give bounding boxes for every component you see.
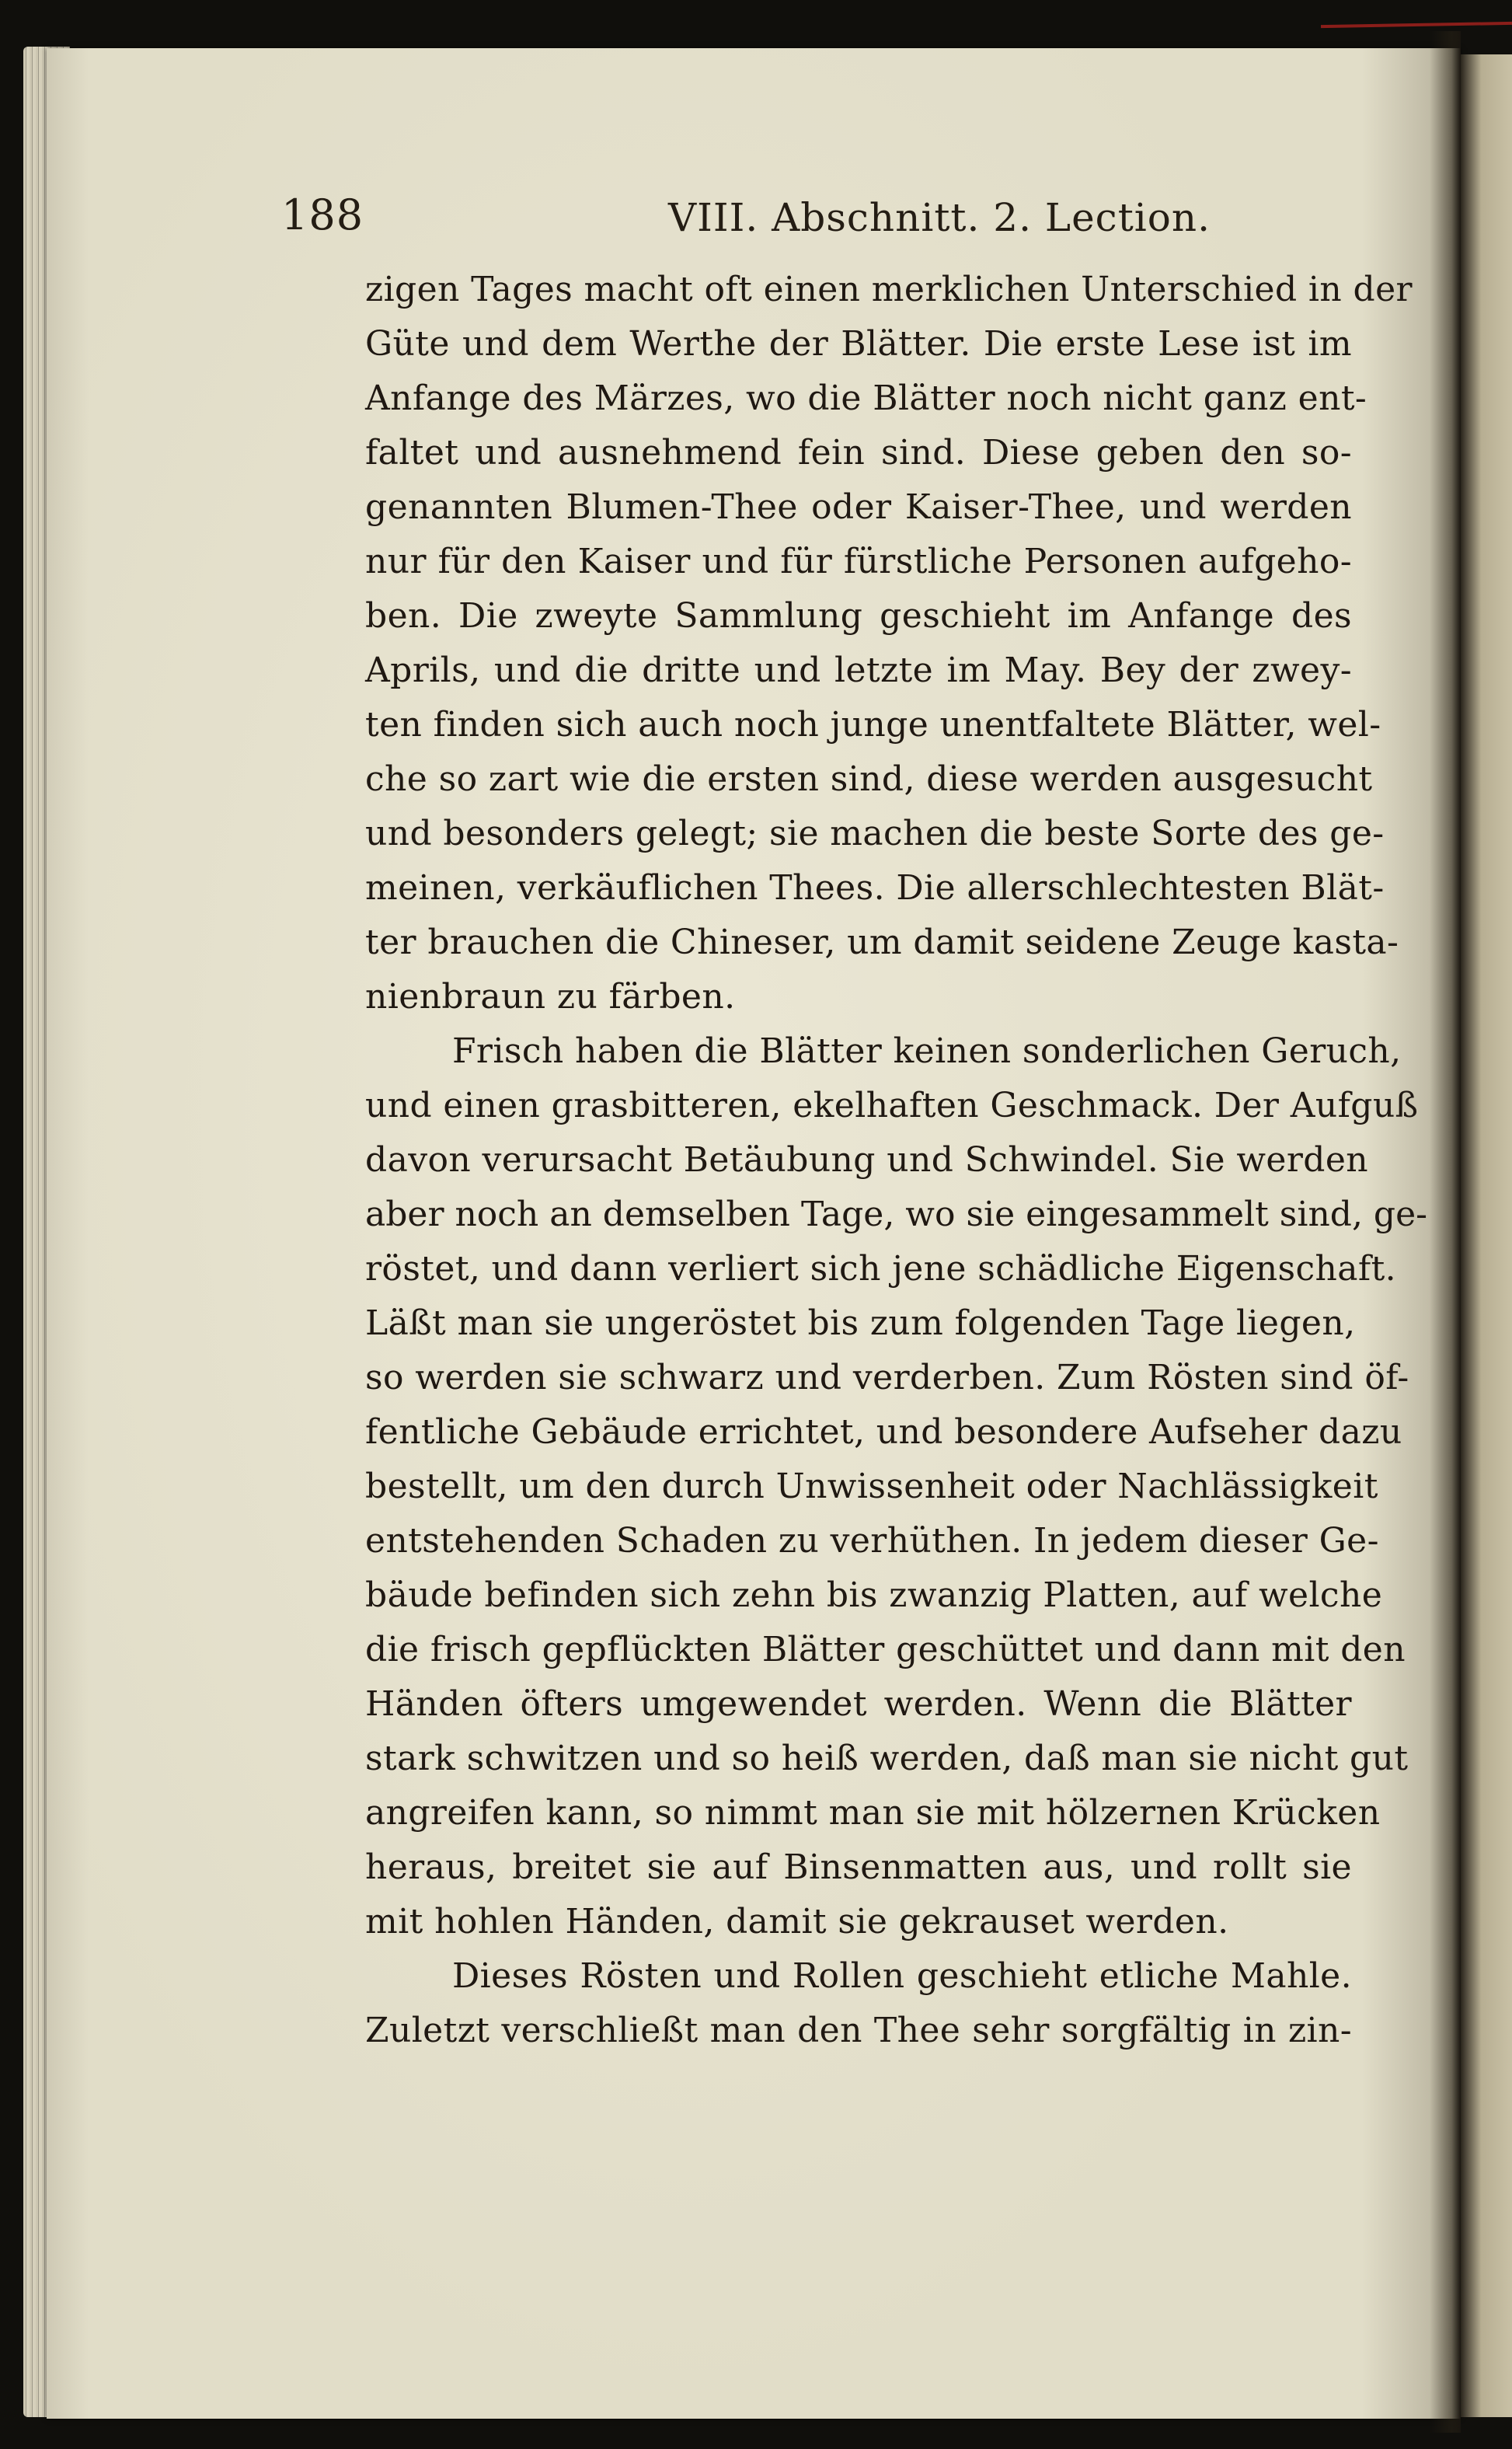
text-line: zigen Tages macht oft einen merklichen Unterschied in der	[365, 270, 1413, 309]
paragraph-start-line: Frisch haben die Blätter keinen sonderlichen Geruch,	[452, 1031, 1402, 1071]
body-text	[365, 263, 1428, 2058]
text-line: meinen, verkäuflichen Thees. Die allerschlechtesten Blät-	[365, 868, 1385, 908]
text-line: Aprils, und die dritte und letzte im May. Bey der zwey-	[365, 651, 1352, 690]
text-line: ben. Die zweyte Sammlung geschieht im Anfange des	[365, 596, 1352, 636]
text-line: entstehenden Schaden zu verhüthen. In jedem dieser Ge-	[365, 1521, 1379, 1561]
facing-page-edge	[1461, 54, 1512, 2417]
page-number: 188	[281, 190, 364, 239]
text-line: so werden sie schwarz und verderben. Zum Rösten sind öf-	[365, 1358, 1409, 1397]
text-line: mit hohlen Händen, damit sie gekrauset werden.	[365, 1902, 1229, 1941]
text-line: und einen grasbitteren, ekelhaften Geschmack. Der Aufguß	[365, 1086, 1419, 1125]
running-head: VIII. Abschnitt. 2. Lection.	[668, 195, 1211, 240]
text-line: Güte und dem Werthe der Blätter. Die erste Lese ist im	[365, 324, 1352, 364]
text-line: stark schwitzen und so heiß werden, daß man sie nicht gut	[365, 1739, 1409, 1778]
text-line: röstet, und dann verliert sich jene schädliche Eigenschaft.	[365, 1249, 1397, 1289]
text-line: davon verursacht Betäubung und Schwindel. Sie werden	[365, 1140, 1369, 1180]
text-line: und besonders gelegt; sie machen die beste Sorte des ge-	[365, 814, 1385, 853]
text-line: heraus, breitet sie auf Binsenmatten aus, und rollt sie	[365, 1847, 1352, 1887]
text-line: Läßt man sie ungeröstet bis zum folgenden Tage liegen,	[365, 1303, 1356, 1343]
page-gutter	[1430, 31, 1461, 2433]
text-line: nur für den Kaiser und für fürstliche Personen aufgeho-	[365, 542, 1352, 581]
text-line: ter brauchen die Chineser, um damit seidene Zeuge kasta-	[365, 923, 1399, 962]
text-line: ten finden sich auch noch junge unentfaltete Blätter, wel-	[365, 705, 1381, 745]
text-line: nienbraun zu färben.	[365, 977, 736, 1017]
text-line: Anfange des Märzes, wo die Blätter noch nicht ganz ent-	[365, 379, 1367, 418]
text-line: bäude befinden sich zehn bis zwanzig Platten, auf welche	[365, 1575, 1383, 1615]
text-line: bestellt, um den durch Unwissenheit oder Nachlässigkeit	[365, 1467, 1378, 1506]
text-line: Händen öfters umgewendet werden. Wenn die Blätter	[365, 1684, 1352, 1724]
text-line: aber noch an demselben Tage, wo sie eingesammelt sind, ge-	[365, 1195, 1428, 1234]
text-line: angreifen kann, so nimmt man sie mit hölzernen Krücken	[365, 1793, 1381, 1833]
text-line: die frisch gepflückten Blätter geschüttet und dann mit den	[365, 1630, 1406, 1669]
page-header	[0, 190, 1512, 253]
paragraph-start-line: Dieses Rösten und Rollen geschieht etliche Mahle.	[452, 1956, 1352, 1996]
text-line: fentliche Gebäude errichtet, und besondere Aufseher dazu	[365, 1412, 1402, 1452]
text-line: Zuletzt verschließt man den Thee sehr sorgfältig in zin-	[365, 2011, 1352, 2050]
text-line: faltet und ausnehmend fein sind. Diese geben den so-	[365, 433, 1352, 473]
text-line: genannten Blumen-Thee oder Kaiser-Thee, und werden	[365, 487, 1352, 527]
text-line: che so zart wie die ersten sind, diese werden ausgesucht	[365, 759, 1373, 799]
